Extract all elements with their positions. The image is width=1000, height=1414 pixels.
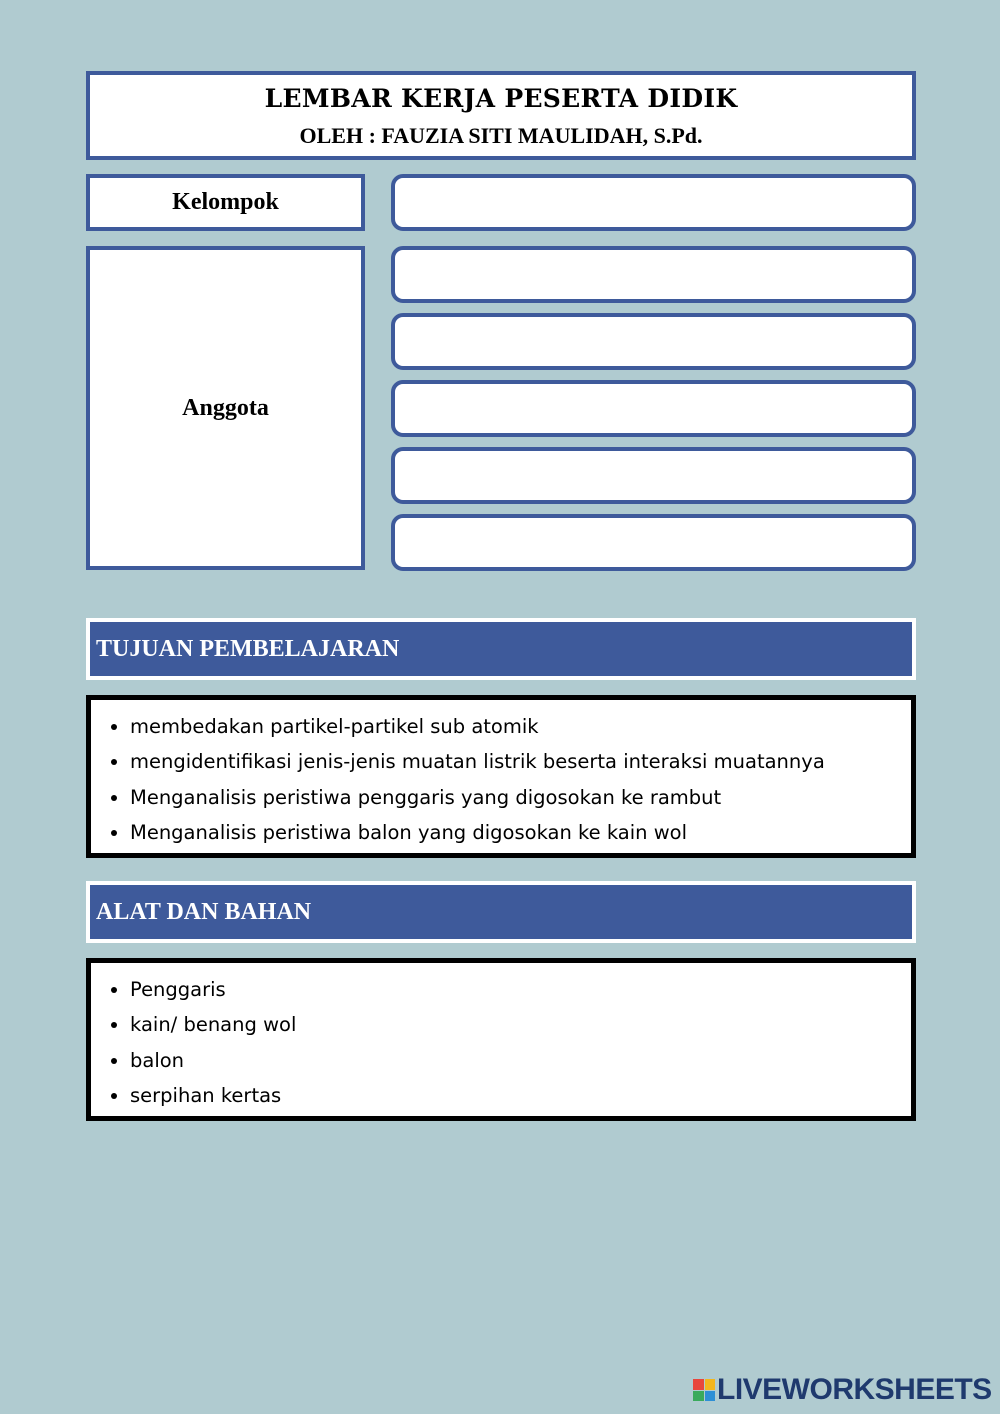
alat-item: • kain/ benang wol — [130, 1010, 911, 1045]
liveworksheets-logo — [693, 1374, 993, 1406]
alat-item: • serpihan kertas — [130, 1081, 911, 1116]
anggota-label: Anggota — [86, 246, 365, 570]
tujuan-item: • Menganalisis peristiwa penggaris yang digosokan ke rambut — [130, 783, 911, 818]
kelompok-input[interactable] — [391, 174, 916, 231]
tujuan-item: • mengidentifikasi jenis-jenis muatan listrik beserta interaksi muatannya — [130, 747, 911, 782]
alat-title: ALAT DAN BAHAN — [90, 885, 912, 939]
kelompok-label: Kelompok — [86, 174, 365, 231]
title-box — [86, 71, 916, 160]
tujuan-list — [91, 712, 911, 853]
alat-box — [86, 958, 916, 1121]
alat-header — [86, 881, 916, 943]
tujuan-item: • membedakan partikel-partikel sub atomik — [130, 712, 911, 747]
alat-list — [91, 975, 911, 1116]
logo-text: LIVEWORKSHEETS — [717, 1373, 992, 1406]
anggota-input-5[interactable] — [391, 514, 916, 571]
tujuan-item: • Menganalisis peristiwa balon yang digosokan ke kain wol — [130, 818, 911, 853]
worksheet-title: LEMBAR KERJA PESERTA DIDIK — [264, 84, 738, 113]
anggota-input-3[interactable] — [391, 380, 916, 437]
anggota-input-2[interactable] — [391, 313, 916, 370]
tujuan-title: TUJUAN PEMBELAJARAN — [90, 622, 912, 676]
logo-mark-icon — [693, 1379, 715, 1401]
anggota-input-4[interactable] — [391, 447, 916, 504]
alat-item: • Penggaris — [130, 975, 911, 1010]
tujuan-header — [86, 618, 916, 680]
tujuan-box — [86, 695, 916, 858]
alat-item: • balon — [130, 1046, 911, 1081]
anggota-input-1[interactable] — [391, 246, 916, 303]
author-line: OLEH : FAUZIA SITI MAULIDAH, S.Pd. — [299, 123, 703, 148]
